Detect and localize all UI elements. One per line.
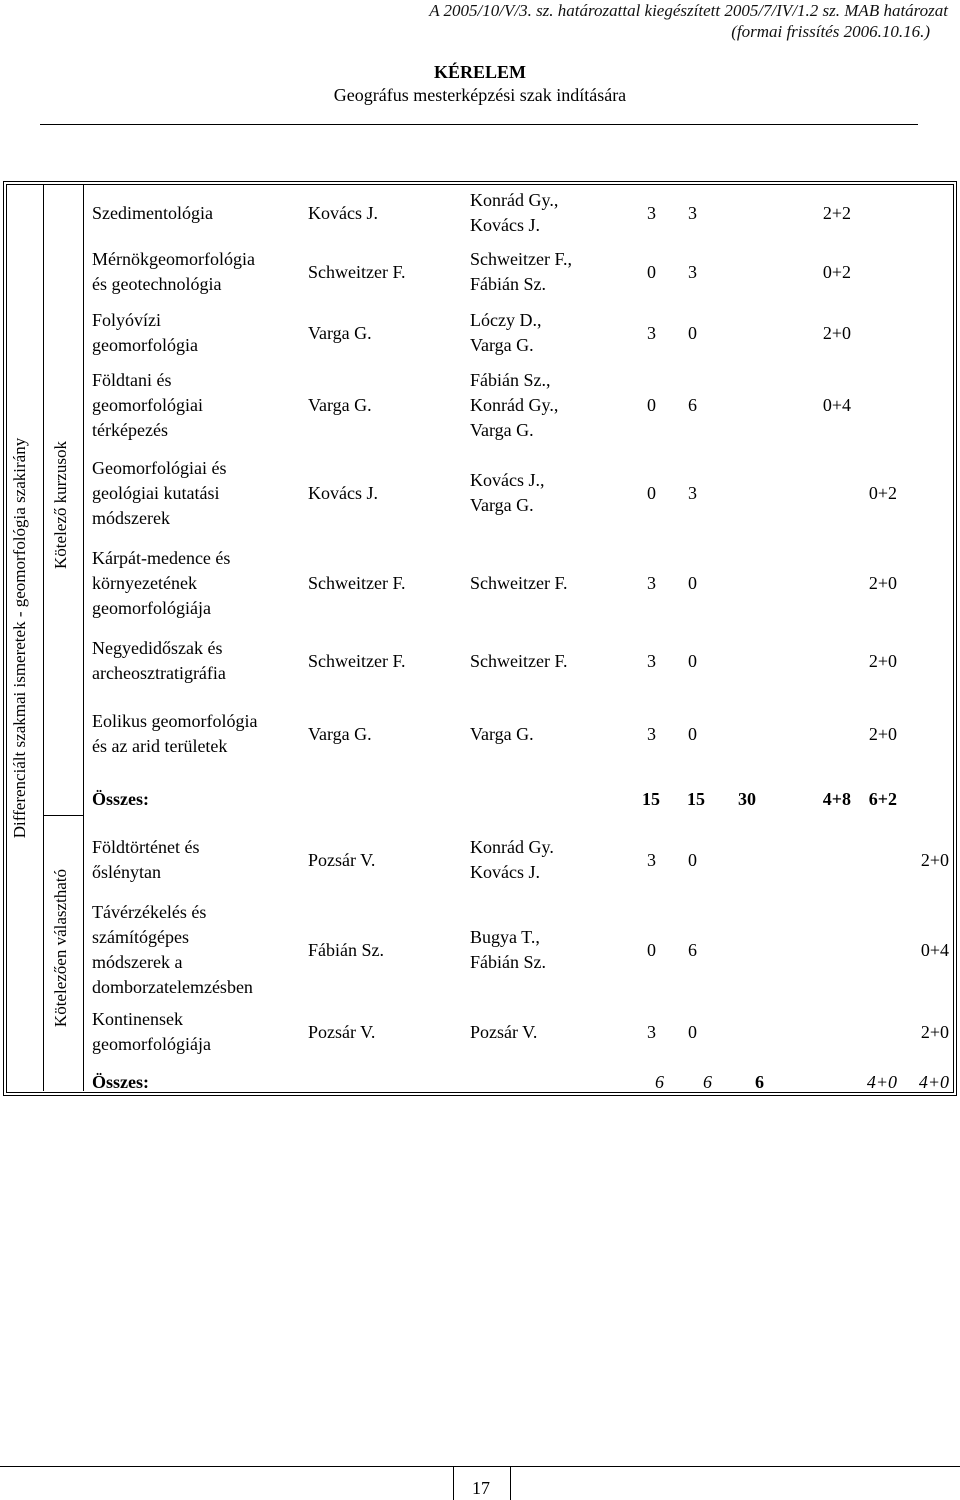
elective-credits: 3 bbox=[647, 849, 656, 870]
elective-course-name: módszerek a bbox=[92, 952, 183, 972]
elective-total-split-b: 4+0 bbox=[918, 1071, 949, 1092]
course-name: térképezés bbox=[92, 419, 168, 440]
course-lecturer: Varga G. bbox=[308, 394, 372, 415]
course-weekly-hours: 0 bbox=[688, 322, 697, 343]
elective-course-instructors: Kovács J. bbox=[470, 862, 540, 882]
course-hours-split: 2+0 bbox=[822, 322, 851, 343]
elective-total-label: Összes: bbox=[92, 1071, 149, 1092]
column-divider-outer bbox=[43, 184, 44, 1091]
elective-hours-split: 2+0 bbox=[920, 1021, 949, 1042]
side-label-mandatory: Kötelező kurzusok bbox=[51, 441, 70, 569]
course-instructors: Kovács J. bbox=[470, 215, 540, 235]
elective-total-hours: 6 bbox=[755, 1071, 764, 1092]
elective-credits: 3 bbox=[647, 1021, 656, 1042]
course-credits: 3 bbox=[647, 650, 656, 671]
course-name: geológiai kutatási bbox=[92, 482, 220, 503]
elective-weekly-hours: 6 bbox=[688, 939, 697, 960]
elective-course-name: Földtörténet és bbox=[92, 837, 200, 857]
course-name: Szedimentológia bbox=[92, 202, 213, 223]
course-weekly-hours: 3 bbox=[688, 482, 697, 503]
side-label-elective: Kötelezően választható bbox=[51, 868, 70, 1028]
total-label: Összes: bbox=[92, 788, 149, 809]
document-header bbox=[429, 0, 948, 42]
course-instructors: Konrád Gy., bbox=[470, 394, 559, 415]
course-credits: 3 bbox=[647, 723, 656, 744]
course-name: geomorfológiai bbox=[92, 394, 203, 415]
course-instructors: Schweitzer F. bbox=[470, 572, 568, 593]
course-instructors: Lóczy D., bbox=[470, 310, 542, 330]
course-name: Negyedidőszak és bbox=[92, 638, 223, 658]
document-title: KÉRELEM bbox=[433, 62, 526, 82]
course-instructors: Varga G. bbox=[470, 419, 534, 440]
elective-course-instructors: Bugya T., bbox=[470, 927, 540, 947]
course-instructors: Fábián Sz. bbox=[470, 274, 546, 294]
elective-weekly-hours: 0 bbox=[688, 1021, 697, 1042]
elective-course-name: Kontinensek bbox=[92, 1009, 183, 1029]
course-lecturer: Kovács J. bbox=[308, 202, 378, 223]
course-name: archeosztratigráfia bbox=[92, 663, 226, 683]
course-name: Kárpát-medence és bbox=[92, 547, 231, 568]
course-name: geomorfológia bbox=[92, 335, 198, 355]
course-lecturer: Schweitzer F. bbox=[308, 650, 406, 671]
elective-course-lecturer: Pozsár V. bbox=[308, 849, 376, 870]
course-name: módszerek bbox=[92, 507, 170, 528]
course-lecturer: Varga G. bbox=[308, 723, 372, 744]
course-lecturer: Kovács J. bbox=[308, 482, 378, 503]
title-rule bbox=[40, 124, 918, 125]
elective-course-lecturer: Pozsár V. bbox=[308, 1021, 376, 1042]
total-split-b: 6+2 bbox=[868, 788, 897, 809]
course-credits: 0 bbox=[647, 482, 656, 503]
course-name: Mérnökgeomorfológia bbox=[92, 249, 255, 269]
elective-course-name: domborzatelemzésben bbox=[92, 977, 253, 997]
course-credits: 3 bbox=[647, 202, 656, 223]
course-name: környezetének bbox=[92, 572, 197, 593]
course-weekly-hours: 3 bbox=[688, 202, 697, 223]
group-divider bbox=[43, 815, 84, 816]
course-lecturer: Varga G. bbox=[308, 322, 372, 343]
course-weekly-hours: 0 bbox=[688, 723, 697, 744]
course-weekly-hours: 3 bbox=[688, 261, 697, 282]
elective-total-split-a: 4+0 bbox=[866, 1071, 897, 1092]
total-split-a: 4+8 bbox=[822, 788, 851, 809]
elective-course-instructors: Fábián Sz. bbox=[470, 952, 546, 972]
course-credits: 0 bbox=[647, 394, 656, 415]
elective-weekly-hours: 0 bbox=[688, 849, 697, 870]
course-hours-split: 0+4 bbox=[822, 394, 851, 415]
elective-total-weekly-hours: 6 bbox=[703, 1071, 712, 1092]
elective-course-instructors: Pozsár V. bbox=[470, 1021, 538, 1042]
elective-credits: 0 bbox=[647, 939, 656, 960]
course-instructors: Schweitzer F. bbox=[470, 650, 568, 671]
elective-course-instructors: Konrád Gy. bbox=[470, 837, 554, 857]
page-number: 17 bbox=[472, 1478, 490, 1498]
course-weekly-hours: 0 bbox=[688, 572, 697, 593]
course-name: Geomorfológiai és bbox=[92, 457, 227, 478]
course-instructors: Kovács J., bbox=[470, 470, 545, 490]
header-line-1: A 2005/10/V/3. sz. határozattal kiegészített 2005/7/IV/1.2 sz. MAB határozat bbox=[429, 1, 948, 20]
elective-hours-split: 0+4 bbox=[920, 939, 949, 960]
course-credits: 3 bbox=[647, 572, 656, 593]
course-weekly-hours: 6 bbox=[688, 394, 697, 415]
course-hours-split: 2+0 bbox=[868, 650, 897, 671]
elective-course-name: őslénytan bbox=[92, 862, 161, 882]
course-credits: 0 bbox=[647, 261, 656, 282]
elective-course-lecturer: Fábián Sz. bbox=[308, 939, 384, 960]
header-line-2: (formai frissítés 2006.10.16.) bbox=[731, 22, 930, 41]
course-hours-split: 2+2 bbox=[822, 202, 851, 223]
elective-course-name: Távérzékelés és bbox=[92, 902, 207, 922]
column-divider-group bbox=[83, 184, 84, 1091]
course-instructors: Konrád Gy., bbox=[470, 190, 559, 210]
course-lecturer: Schweitzer F. bbox=[308, 572, 406, 593]
total-weekly-hours: 15 bbox=[687, 788, 705, 809]
elective-hours-split: 2+0 bbox=[920, 849, 949, 870]
course-name: geomorfológiája bbox=[92, 597, 211, 618]
course-name: Földtani és bbox=[92, 369, 172, 390]
course-instructors: Varga G. bbox=[470, 495, 534, 515]
course-instructors: Fábián Sz., bbox=[470, 369, 551, 390]
side-label-outer: Differenciált szakmai ismeretek - geomorfológia szakirány bbox=[10, 437, 29, 839]
course-hours-split: 2+0 bbox=[868, 723, 897, 744]
document-subtitle: Geográfus mesterképzési szak indítására bbox=[333, 85, 627, 105]
course-hours-split: 2+0 bbox=[868, 572, 897, 593]
course-name: Eolikus geomorfológia bbox=[92, 711, 258, 731]
elective-course-name: geomorfológiája bbox=[92, 1034, 211, 1054]
course-lecturer: Schweitzer F. bbox=[308, 261, 406, 282]
total-credits: 15 bbox=[642, 788, 660, 809]
course-hours-split: 0+2 bbox=[868, 482, 897, 503]
course-weekly-hours: 0 bbox=[688, 650, 697, 671]
course-credits: 3 bbox=[647, 322, 656, 343]
course-instructors: Varga G. bbox=[470, 723, 534, 744]
elective-course-name: számítógépes bbox=[92, 927, 189, 947]
course-hours-split: 0+2 bbox=[822, 261, 851, 282]
total-hours: 30 bbox=[738, 788, 756, 809]
course-name: Folyóvízi bbox=[92, 310, 162, 330]
course-instructors: Schweitzer F., bbox=[470, 249, 573, 269]
course-instructors: Varga G. bbox=[470, 335, 534, 355]
course-name: és az arid területek bbox=[92, 736, 228, 756]
course-name: és geotechnológia bbox=[92, 274, 222, 294]
elective-total-credits: 6 bbox=[655, 1071, 664, 1092]
